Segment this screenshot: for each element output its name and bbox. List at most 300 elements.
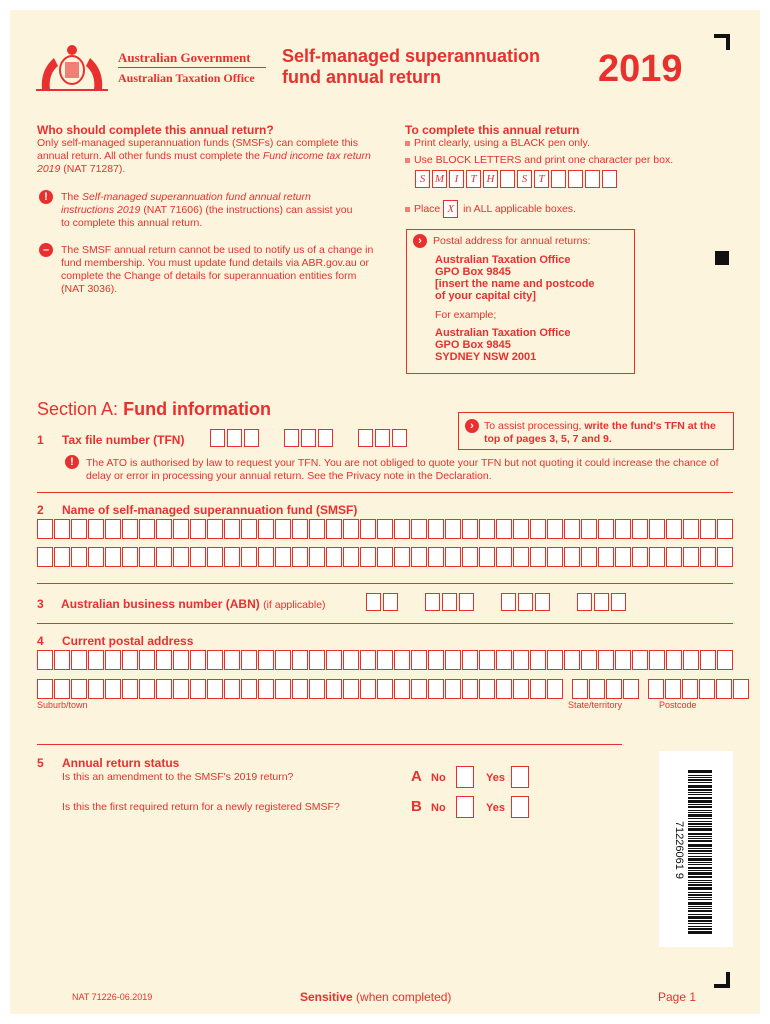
char-box[interactable] <box>716 679 732 699</box>
instructions-note <box>61 191 361 230</box>
char-box[interactable] <box>717 519 733 539</box>
char-box[interactable] <box>394 547 410 567</box>
char-box[interactable] <box>699 679 715 699</box>
char-box[interactable] <box>649 547 665 567</box>
who-heading: Who should complete this annual return? <box>37 123 274 137</box>
chevron-right-icon: › <box>465 419 479 433</box>
q5a-no-label: No <box>431 772 446 784</box>
divider <box>37 623 733 624</box>
char-box[interactable] <box>309 519 325 539</box>
char-box[interactable] <box>615 519 631 539</box>
char-box[interactable] <box>513 679 529 699</box>
address-row-2[interactable] <box>37 679 750 699</box>
barcode-bar <box>688 814 712 817</box>
barcode-bar <box>688 818 712 819</box>
postal-line: [insert the name and postcode <box>435 278 595 290</box>
char-box[interactable] <box>394 650 410 670</box>
char-box[interactable] <box>54 679 70 699</box>
sample-box: M <box>432 170 447 188</box>
char-box[interactable] <box>377 650 393 670</box>
char-box[interactable] <box>258 519 274 539</box>
who-paragraph-end: (NAT 71287). <box>63 163 126 175</box>
char-box[interactable] <box>241 547 257 567</box>
char-box[interactable] <box>258 650 274 670</box>
q5a-yes-checkbox[interactable] <box>511 766 529 788</box>
char-box[interactable] <box>224 547 240 567</box>
postal-label: Postal address for annual returns: <box>433 235 591 247</box>
char-box[interactable] <box>666 650 682 670</box>
tfn-box[interactable] <box>227 429 242 447</box>
char-box[interactable] <box>462 679 478 699</box>
gov-line-1: Australian Government <box>118 50 251 65</box>
char-box[interactable] <box>615 547 631 567</box>
char-box[interactable] <box>156 519 172 539</box>
q5b-no-checkbox[interactable] <box>456 796 474 818</box>
char-box[interactable] <box>428 679 444 699</box>
fund-name-row-1[interactable] <box>37 519 734 539</box>
char-box[interactable] <box>105 679 121 699</box>
q5b-no-label: No <box>431 802 446 814</box>
complete-item-1-text: Print clearly, using a BLACK pen only. <box>414 137 590 149</box>
barcode-bar <box>688 894 712 896</box>
sample-box <box>500 170 515 188</box>
form-title-line-2: fund annual return <box>282 67 441 87</box>
char-box[interactable] <box>513 650 529 670</box>
barcode-bar <box>688 800 712 803</box>
postcode-label: Postcode <box>659 700 697 710</box>
sample-box: I <box>449 170 464 188</box>
tfn-box[interactable] <box>392 429 407 447</box>
section-a-prefix: Section A: <box>37 399 119 419</box>
char-box[interactable] <box>581 650 597 670</box>
char-box[interactable] <box>377 679 393 699</box>
char-box[interactable] <box>632 519 648 539</box>
q5a-letter: A <box>411 768 422 785</box>
q2-number: 2 <box>37 503 44 517</box>
char-box[interactable] <box>411 547 427 567</box>
section-a-name: Fund information <box>123 399 272 419</box>
form-title-line-1: Self-managed superannuation <box>282 46 541 66</box>
barcode-bar <box>688 792 712 793</box>
char-box[interactable] <box>479 547 495 567</box>
q4-number: 4 <box>37 634 44 648</box>
divider <box>37 583 733 584</box>
char-box[interactable] <box>241 679 257 699</box>
abn-box[interactable] <box>577 593 592 611</box>
char-box[interactable] <box>326 547 342 567</box>
char-box[interactable] <box>139 650 155 670</box>
char-box[interactable] <box>377 519 393 539</box>
barcode-bar <box>688 779 712 781</box>
abn-box[interactable] <box>594 593 609 611</box>
postal-line: Australian Taxation Office <box>435 254 571 266</box>
char-box[interactable] <box>173 679 189 699</box>
char-box[interactable] <box>479 519 495 539</box>
char-box[interactable] <box>530 519 546 539</box>
char-box[interactable] <box>615 650 631 670</box>
abn-box[interactable] <box>459 593 474 611</box>
gov-line-2: Australian Taxation Office <box>118 71 255 85</box>
char-box[interactable] <box>105 519 121 539</box>
char-box[interactable] <box>275 547 291 567</box>
char-box[interactable] <box>665 679 681 699</box>
char-box[interactable] <box>445 519 461 539</box>
char-box[interactable] <box>649 519 665 539</box>
char-box[interactable] <box>632 650 648 670</box>
barcode-bar <box>688 828 712 831</box>
char-box[interactable] <box>394 679 410 699</box>
char-box[interactable] <box>547 679 563 699</box>
complete-item-3 <box>405 200 576 218</box>
abn-box[interactable] <box>383 593 398 611</box>
abn-box[interactable] <box>518 593 533 611</box>
char-box[interactable] <box>258 547 274 567</box>
char-box[interactable] <box>606 679 622 699</box>
char-box[interactable] <box>479 650 495 670</box>
char-box[interactable] <box>156 547 172 567</box>
abn-box[interactable] <box>535 593 550 611</box>
char-box[interactable] <box>547 650 563 670</box>
char-box[interactable] <box>343 547 359 567</box>
char-box[interactable] <box>275 519 291 539</box>
char-box[interactable] <box>496 650 512 670</box>
char-box[interactable] <box>648 679 664 699</box>
tfn-input-group[interactable] <box>210 429 409 447</box>
abn-input-group[interactable] <box>366 593 628 611</box>
char-box[interactable] <box>496 547 512 567</box>
char-box[interactable] <box>37 650 53 670</box>
form-page <box>10 10 760 1014</box>
char-box[interactable] <box>683 650 699 670</box>
char-box[interactable] <box>190 650 206 670</box>
barcode-bar <box>688 782 712 783</box>
char-box[interactable] <box>496 519 512 539</box>
char-box[interactable] <box>649 650 665 670</box>
barcode-bar <box>688 826 712 827</box>
char-box[interactable] <box>105 547 121 567</box>
who-paragraph <box>37 137 382 176</box>
q5-number: 5 <box>37 756 44 770</box>
char-box[interactable] <box>122 679 138 699</box>
barcode-bar <box>688 833 712 835</box>
sample-box: S <box>415 170 430 188</box>
char-box[interactable] <box>88 650 104 670</box>
registration-square <box>715 251 729 265</box>
char-box[interactable] <box>360 650 376 670</box>
complete-item-1 <box>405 137 590 150</box>
barcode-bar <box>688 770 712 773</box>
char-box[interactable] <box>496 679 512 699</box>
char-box[interactable] <box>37 519 53 539</box>
barcode-bar <box>688 794 712 795</box>
char-box[interactable] <box>598 519 614 539</box>
char-box[interactable] <box>623 679 639 699</box>
char-box[interactable] <box>445 679 461 699</box>
barcode-bar <box>688 836 712 837</box>
barcode-bar <box>688 884 712 886</box>
char-box[interactable] <box>377 547 393 567</box>
char-box[interactable] <box>190 519 206 539</box>
char-box[interactable] <box>360 547 376 567</box>
char-box[interactable] <box>37 679 53 699</box>
char-box[interactable] <box>71 519 87 539</box>
char-box[interactable] <box>513 519 529 539</box>
char-box[interactable] <box>530 650 546 670</box>
tfn-box[interactable] <box>301 429 316 447</box>
q1-privacy-note: The ATO is authorised by law to request your TFN. You are not obliged to quote your TFN but not quoting it could increase the chance of delay or error in processing your annual return. See the Privacy note in the Declaration. <box>86 457 719 482</box>
char-box[interactable] <box>666 519 682 539</box>
tfn-box[interactable] <box>244 429 259 447</box>
char-box[interactable] <box>207 519 223 539</box>
abn-box[interactable] <box>611 593 626 611</box>
char-box[interactable] <box>598 650 614 670</box>
char-box[interactable] <box>224 679 240 699</box>
char-box[interactable] <box>445 547 461 567</box>
char-box[interactable] <box>394 519 410 539</box>
char-box[interactable] <box>530 679 546 699</box>
char-box[interactable] <box>572 679 588 699</box>
q3-line <box>37 597 326 612</box>
char-box[interactable] <box>122 547 138 567</box>
tfn-box[interactable] <box>318 429 333 447</box>
char-box[interactable] <box>258 679 274 699</box>
char-box[interactable] <box>462 519 478 539</box>
tfn-box[interactable] <box>284 429 299 447</box>
abn-box[interactable] <box>366 593 381 611</box>
example-address <box>435 327 571 363</box>
char-box[interactable] <box>241 519 257 539</box>
q5b-yes-label: Yes <box>486 802 505 814</box>
barcode-bar <box>688 867 712 869</box>
char-box[interactable] <box>190 679 206 699</box>
barcode-bar <box>688 870 712 871</box>
corner-mark-top-right <box>714 34 730 50</box>
char-box[interactable] <box>343 679 359 699</box>
barcode-bar <box>688 906 712 907</box>
char-box[interactable] <box>479 679 495 699</box>
gov-divider <box>118 67 266 68</box>
abn-box[interactable] <box>442 593 457 611</box>
tfn-box[interactable] <box>375 429 390 447</box>
char-box[interactable] <box>207 679 223 699</box>
barcode-bar <box>688 931 712 934</box>
barcode-bar <box>688 844 712 847</box>
char-box[interactable] <box>292 547 308 567</box>
char-box[interactable] <box>54 650 70 670</box>
char-box[interactable] <box>122 519 138 539</box>
barcode-bar <box>688 916 712 919</box>
char-box[interactable] <box>173 519 189 539</box>
char-box[interactable] <box>156 679 172 699</box>
bullet-icon <box>405 158 410 163</box>
divider <box>37 744 622 745</box>
char-box[interactable] <box>275 679 291 699</box>
chevron-right-icon: › <box>413 234 427 248</box>
abn-box[interactable] <box>425 593 440 611</box>
q1-label: Tax file number (TFN) <box>62 433 185 447</box>
barcode-bar <box>688 848 712 849</box>
char-box[interactable] <box>682 679 698 699</box>
char-box[interactable] <box>292 519 308 539</box>
char-box[interactable] <box>88 547 104 567</box>
barcode-bar <box>688 864 712 865</box>
barcode-bar <box>688 850 712 852</box>
sample-box <box>602 170 617 188</box>
tfn-assist-text <box>484 420 726 446</box>
exclamation-icon: ! <box>39 190 53 204</box>
char-box[interactable] <box>513 547 529 567</box>
char-box[interactable] <box>326 519 342 539</box>
barcode-bar <box>688 872 712 875</box>
char-box[interactable] <box>122 650 138 670</box>
q2-label: Name of self-managed superannuation fund (SMSF) <box>62 503 358 517</box>
form-code: NAT 71226-06.2019 <box>72 992 153 1002</box>
barcode-bar <box>688 882 712 883</box>
char-box[interactable] <box>156 650 172 670</box>
sample-x-box: X <box>443 200 458 218</box>
sample-box: T <box>466 170 481 188</box>
char-box[interactable] <box>54 547 70 567</box>
char-box[interactable] <box>581 519 597 539</box>
sample-box: S <box>517 170 532 188</box>
char-box[interactable] <box>547 519 563 539</box>
char-box[interactable] <box>411 650 427 670</box>
q5b-letter: B <box>411 798 422 815</box>
char-box[interactable] <box>224 519 240 539</box>
char-box[interactable] <box>632 547 648 567</box>
bullet-icon <box>405 141 410 146</box>
char-box[interactable] <box>445 650 461 670</box>
char-box[interactable] <box>71 650 87 670</box>
barcode-bar <box>688 789 712 791</box>
char-box[interactable] <box>309 650 325 670</box>
char-box[interactable] <box>360 679 376 699</box>
char-box[interactable] <box>462 650 478 670</box>
barcode-bar <box>688 856 712 857</box>
barcode-bar <box>688 928 712 930</box>
barcode-bar <box>688 862 712 863</box>
char-box[interactable] <box>733 679 749 699</box>
char-box[interactable] <box>343 519 359 539</box>
char-box[interactable] <box>547 547 563 567</box>
fund-name-row-2[interactable] <box>37 547 734 567</box>
char-box[interactable] <box>292 679 308 699</box>
sensitive-label: Sensitive <box>300 990 353 1004</box>
char-box[interactable] <box>139 519 155 539</box>
char-box[interactable] <box>309 679 325 699</box>
barcode-bar <box>688 910 712 912</box>
example-line: Australian Taxation Office <box>435 327 571 339</box>
barcode <box>688 770 712 932</box>
assist-pre: To assist processing, <box>484 420 582 432</box>
char-box[interactable] <box>88 679 104 699</box>
char-box[interactable] <box>71 679 87 699</box>
char-box[interactable] <box>700 650 716 670</box>
char-box[interactable] <box>207 650 223 670</box>
char-box[interactable] <box>54 519 70 539</box>
char-box[interactable] <box>326 679 342 699</box>
char-box[interactable] <box>411 519 427 539</box>
sample-letter-boxes <box>415 170 619 188</box>
char-box[interactable] <box>717 650 733 670</box>
char-box[interactable] <box>105 650 121 670</box>
example-label: For example; <box>435 309 497 321</box>
char-box[interactable] <box>207 547 223 567</box>
char-box[interactable] <box>428 547 444 567</box>
char-box[interactable] <box>462 547 478 567</box>
q5b-yes-checkbox[interactable] <box>511 796 529 818</box>
complete-item-3-post: in ALL applicable boxes. <box>463 202 576 215</box>
barcode-bar <box>688 797 712 799</box>
char-box[interactable] <box>564 547 580 567</box>
tfn-box[interactable] <box>358 429 373 447</box>
char-box[interactable] <box>564 650 580 670</box>
q3-suffix: (if applicable) <box>263 599 326 611</box>
char-box[interactable] <box>428 519 444 539</box>
barcode-bar <box>688 899 712 900</box>
abn-box[interactable] <box>501 593 516 611</box>
char-box[interactable] <box>564 519 580 539</box>
char-box[interactable] <box>428 650 444 670</box>
char-box[interactable] <box>666 547 682 567</box>
char-box[interactable] <box>343 650 359 670</box>
char-box[interactable] <box>173 650 189 670</box>
char-box[interactable] <box>700 519 716 539</box>
complete-heading: To complete this annual return <box>405 123 580 137</box>
char-box[interactable] <box>224 650 240 670</box>
tfn-box[interactable] <box>210 429 225 447</box>
char-box[interactable] <box>275 650 291 670</box>
q5a-no-checkbox[interactable] <box>456 766 474 788</box>
char-box[interactable] <box>598 547 614 567</box>
char-box[interactable] <box>683 519 699 539</box>
membership-note: The SMSF annual return cannot be used to notify us of a change in fund membership. You must update fund details via ABR.gov.au or complete the Change of details for superannuation entities form (NAT 3036). <box>61 244 374 295</box>
char-box[interactable] <box>360 519 376 539</box>
barcode-bar <box>688 923 712 924</box>
char-box[interactable] <box>139 679 155 699</box>
char-box[interactable] <box>241 650 257 670</box>
barcode-bar <box>688 777 712 778</box>
barcode-bar <box>688 908 712 909</box>
char-box[interactable] <box>717 547 733 567</box>
char-box[interactable] <box>700 547 716 567</box>
address-row-1[interactable] <box>37 650 734 670</box>
example-line: GPO Box 9845 <box>435 339 511 351</box>
barcode-bar <box>688 840 712 842</box>
char-box[interactable] <box>326 650 342 670</box>
complete-item-2-text: Use BLOCK LETTERS and print one character per box. <box>414 154 674 166</box>
char-box[interactable] <box>530 547 546 567</box>
barcode-bar <box>688 887 712 890</box>
char-box[interactable] <box>139 547 155 567</box>
char-box[interactable] <box>309 547 325 567</box>
barcode-bar <box>688 821 712 822</box>
char-box[interactable] <box>411 679 427 699</box>
barcode-bar <box>688 810 712 811</box>
char-box[interactable] <box>37 547 53 567</box>
char-box[interactable] <box>589 679 605 699</box>
char-box[interactable] <box>190 547 206 567</box>
char-box[interactable] <box>683 547 699 567</box>
corner-mark-bottom-right <box>714 972 730 988</box>
char-box[interactable] <box>71 547 87 567</box>
char-box[interactable] <box>173 547 189 567</box>
char-box[interactable] <box>292 650 308 670</box>
char-box[interactable] <box>581 547 597 567</box>
exclamation-icon: ! <box>65 455 79 469</box>
coat-of-arms-logo <box>32 40 112 94</box>
char-box[interactable] <box>88 519 104 539</box>
